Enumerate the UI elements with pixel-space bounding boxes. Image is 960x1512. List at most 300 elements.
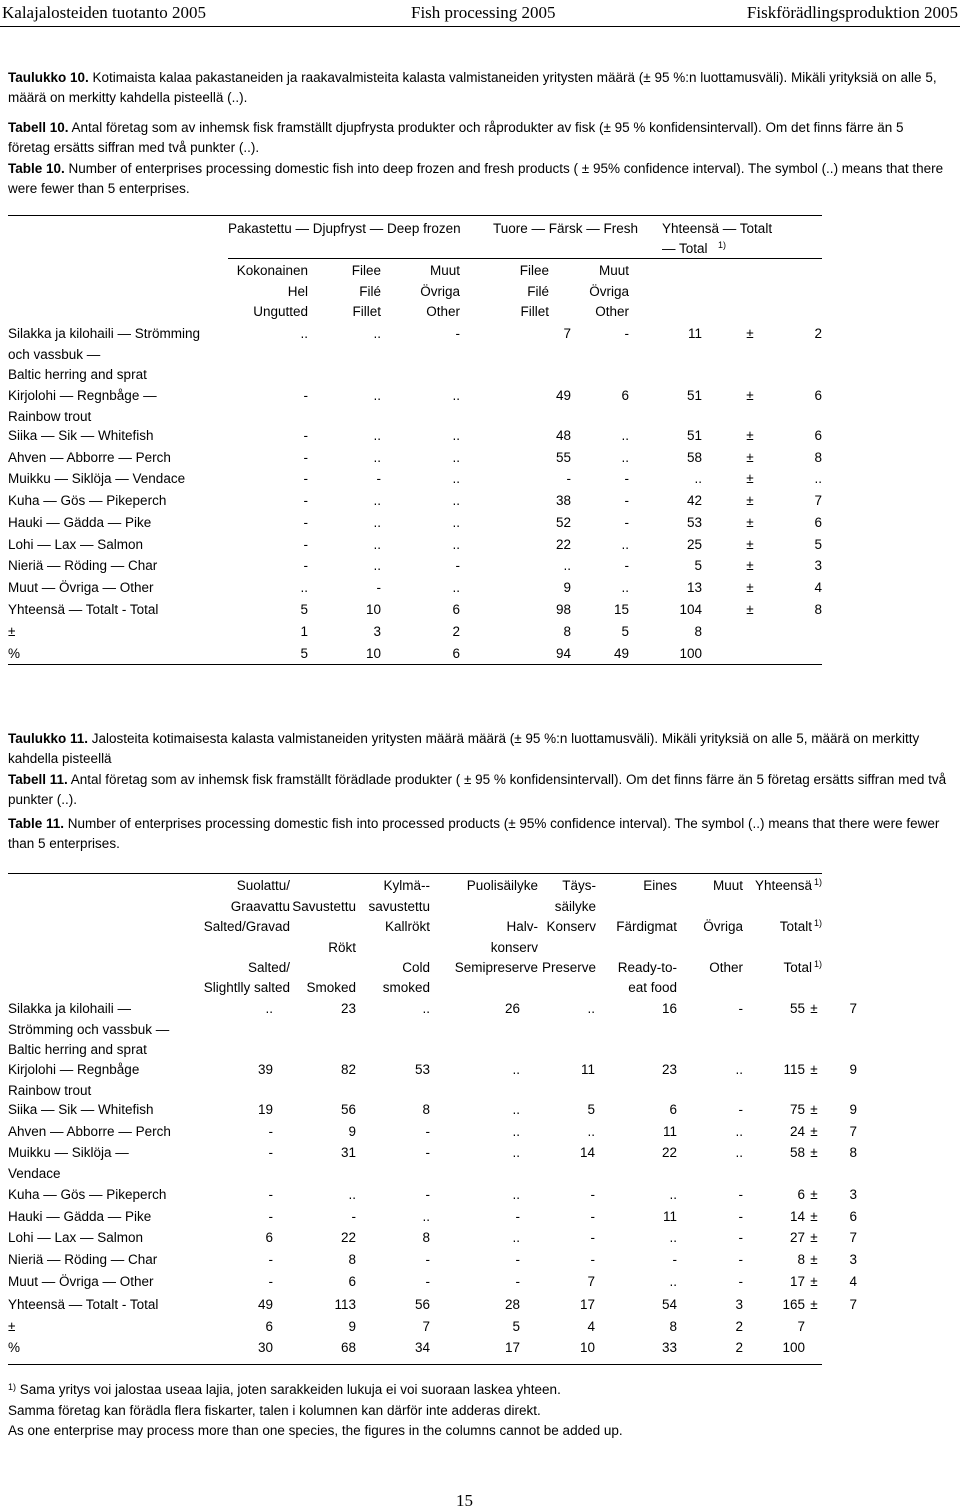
table-cell: - <box>515 1209 520 1224</box>
subheader-sub_other: Muut <box>429 263 460 278</box>
header-c1: Salted/Gravad <box>203 919 290 934</box>
table-cell: - <box>425 1252 430 1267</box>
table-cell: 13 <box>686 580 702 595</box>
table-cell: .. <box>373 537 381 552</box>
plus-minus-cell: ± <box>746 326 754 341</box>
row-label: Rainbow trout <box>8 408 92 424</box>
table-cell: - <box>624 515 629 530</box>
table-cell: 113 <box>334 1297 356 1312</box>
table-cell: 3 <box>849 1187 857 1202</box>
plus-minus-cell: ± <box>746 558 754 573</box>
row-label: Yhteensä — Totalt - Total <box>8 602 159 617</box>
plus-minus-cell: ± <box>810 1062 818 1077</box>
plus-minus-cell: ± <box>746 388 754 403</box>
table-cell: 22 <box>340 1230 356 1245</box>
table-cell: - <box>425 1124 430 1139</box>
plus-minus-cell: ± <box>810 1230 818 1245</box>
caption-11-sv: Tabell 11. Antal företag som av inhemsk fisk framställt förädlade produkter ( ± 95 % konfidensintervall). Om det finns färre än 5 företag ersätts siffran med två punkter (..). <box>8 772 947 807</box>
table-cell: .. <box>694 471 702 486</box>
table-cell: .. <box>621 537 629 552</box>
table-cell: 42 <box>686 493 702 508</box>
table-cell: 165 <box>782 1297 805 1312</box>
table-cell: 11 <box>662 1209 677 1224</box>
table-cell: .. <box>621 428 629 443</box>
header-c1: Salted/ <box>247 960 290 975</box>
table-cell: - <box>303 450 308 465</box>
table-cell: .. <box>373 388 381 403</box>
table-cell: 8 <box>694 624 702 639</box>
table-cell: .. <box>814 471 822 486</box>
table-cell: - <box>425 1274 430 1289</box>
table-cell: - <box>425 1145 430 1160</box>
header-c4: Semipreserve <box>454 960 538 975</box>
table-cell: 7 <box>797 1319 805 1334</box>
table-cell: 6 <box>452 602 460 617</box>
table-cell: - <box>351 1209 356 1224</box>
table-cell: - <box>455 558 460 573</box>
header-c4: Puolisäilyke <box>466 878 538 893</box>
table-cell: - <box>515 1252 520 1267</box>
table-cell: .. <box>422 1001 430 1016</box>
table-cell: 4 <box>814 580 822 595</box>
plus-minus-cell: ± <box>746 428 754 443</box>
header-center: Fish processing 2005 <box>411 3 556 22</box>
table-cell: 30 <box>257 1340 273 1355</box>
table-cell: - <box>268 1187 273 1202</box>
table-cell: 52 <box>555 515 571 530</box>
table-cell: 23 <box>340 1001 356 1016</box>
table-cell: 58 <box>789 1145 805 1160</box>
table-cell: 8 <box>422 1102 430 1117</box>
header-c3: Kylmä-- <box>383 878 430 893</box>
table-cell: 11 <box>687 326 702 341</box>
row-label: Siika — Sik — Whitefish <box>8 428 154 443</box>
header-c2: Savustettu <box>292 899 356 914</box>
table-cell: .. <box>512 1124 520 1139</box>
subheader-sub_other2: Other <box>595 304 629 319</box>
table-cell: 15 <box>613 602 629 617</box>
table-cell: - <box>738 1230 743 1245</box>
subheader-sub_other2: Övriga <box>589 283 629 299</box>
table-cell: - <box>590 1187 595 1202</box>
row-label: Muut — Övriga — Other <box>8 1274 154 1289</box>
table-cell: 5 <box>512 1319 520 1334</box>
table10-header-rule <box>228 258 822 259</box>
table-cell: 14 <box>789 1209 805 1224</box>
table-cell: 10 <box>365 602 381 617</box>
table-cell: 56 <box>414 1297 430 1312</box>
table-cell: .. <box>621 450 629 465</box>
table-cell: 7 <box>587 1274 595 1289</box>
table-cell: 7 <box>422 1319 430 1334</box>
table-cell: .. <box>512 1062 520 1077</box>
table-cell: 17 <box>579 1297 595 1312</box>
header-c8: Totalt <box>779 919 812 934</box>
header-c1: Graavattu <box>230 899 290 914</box>
table-cell: 28 <box>504 1297 520 1312</box>
row-label: Muikku — Siklöja — <box>8 1145 129 1160</box>
table-cell: 6 <box>814 515 822 530</box>
table-cell: .. <box>512 1187 520 1202</box>
table-cell: 19 <box>257 1102 273 1117</box>
table-cell: 104 <box>679 602 702 617</box>
caption-10-en: Table 10. Number of enterprises processing domestic fish into deep frozen and fresh products ( ± 95% confidence interval). The symbol (..) means that there were fewer than 5 enterprises. <box>8 161 944 196</box>
group-fresh-label: Tuore — Färsk — Fresh <box>493 221 639 236</box>
table-cell: 7 <box>849 1230 857 1245</box>
subheader-sub_whole: Ungutted <box>253 304 308 319</box>
table-cell: 98 <box>555 602 571 617</box>
row-label: Ahven — Abborre — Perch <box>8 1124 171 1139</box>
table-cell: - <box>738 1187 743 1202</box>
header-c6: Färdigmat <box>616 919 677 934</box>
table-cell: 16 <box>661 1001 677 1016</box>
table-cell: 8 <box>422 1230 430 1245</box>
table-cell: .. <box>265 1001 273 1016</box>
table-cell: - <box>455 326 460 341</box>
table-cell: .. <box>373 493 381 508</box>
subheader-sub_fillet2: Filé <box>527 283 549 299</box>
table-cell: - <box>268 1124 273 1139</box>
table-cell: 11 <box>580 1062 595 1077</box>
table-cell: 49 <box>613 646 629 661</box>
plus-minus-cell: ± <box>810 1102 818 1117</box>
header-c7: Muut <box>712 878 743 893</box>
plus-minus-cell: ± <box>746 537 754 552</box>
table-cell: 2 <box>735 1340 743 1355</box>
table-cell: 1 <box>300 624 308 639</box>
row-label: Muut — Övriga — Other <box>8 580 154 595</box>
row-label: Siika — Sik — Whitefish <box>8 1102 154 1117</box>
header-c3: Kallrökt <box>384 919 430 934</box>
footnote-marker: 1) <box>814 959 823 969</box>
table-cell: 14 <box>579 1145 595 1160</box>
table-cell: 9 <box>348 1124 356 1139</box>
table-cell: - <box>624 558 629 573</box>
footnote-sv: Samma företag kan förädla flera fiskarter, talen i kolumnen kan därför inte adderas direkt. <box>8 1403 541 1418</box>
table-cell: 8 <box>797 1252 805 1267</box>
table-cell: 68 <box>340 1340 356 1355</box>
caption-10-sv: Tabell 10. Antal företag som av inhemsk fisk framställt djupfrysta produkter och råprodukter av fisk (± 95 % konfidensintervall). Om det finns färre än 5 företag ersätts siffran med två punkter (..). <box>8 120 904 155</box>
table-cell: 6 <box>814 388 822 403</box>
caption-11-en: Table 11. Number of enterprises processing domestic fish into processed products (± 95% confidence interval). The symbol (..) means that there were fewer than 5 enterprises. <box>8 816 940 851</box>
subheader-sub_fillet2: Fillet <box>520 304 549 319</box>
table-cell: .. <box>373 450 381 465</box>
row-label: Nieriä — Röding — Char <box>8 1252 158 1267</box>
row-label: Strömming och vassbuk — <box>8 1021 170 1037</box>
table-cell: - <box>590 1209 595 1224</box>
table-cell: 38 <box>555 493 571 508</box>
header-c5: säilyke <box>554 899 596 914</box>
row-label: Ahven — Abborre — Perch <box>8 450 171 465</box>
table-cell: .. <box>512 1145 520 1160</box>
table10-top-rule <box>8 215 822 216</box>
table-cell: .. <box>422 1209 430 1224</box>
subheader-sub_fillet: Fillet <box>352 304 381 319</box>
row-label: Silakka ja kilohaili — Strömming <box>8 326 201 341</box>
table-cell: .. <box>512 1230 520 1245</box>
row-label: Kirjolohi — Regnbåge — <box>8 388 157 403</box>
header-c1: Suolattu/ <box>236 878 290 893</box>
table-cell: .. <box>452 428 460 443</box>
plus-minus-cell: ± <box>810 1274 818 1289</box>
footnote-marker: 1) <box>718 240 727 250</box>
row-label: Vendace <box>8 1165 61 1181</box>
table-cell: 33 <box>661 1340 677 1355</box>
table-cell: .. <box>669 1274 677 1289</box>
table10-bottom-rule <box>8 664 822 665</box>
plus-minus-cell: ± <box>810 1001 818 1016</box>
table-cell: - <box>303 537 308 552</box>
table-cell: 9 <box>849 1062 857 1077</box>
header-c3: Cold <box>402 960 430 975</box>
table11-top-rule <box>8 873 822 874</box>
subheader-sub_fillet: Filé <box>359 283 381 299</box>
table-cell: 51 <box>686 388 702 403</box>
table-cell: 11 <box>662 1124 677 1139</box>
row-label: Yhteensä — Totalt - Total <box>8 1297 159 1312</box>
table-cell: - <box>624 493 629 508</box>
table-cell: 48 <box>555 428 571 443</box>
table-cell: - <box>738 1252 743 1267</box>
subheader-sub_whole: Kokonainen <box>236 263 308 278</box>
table-cell: 4 <box>587 1319 595 1334</box>
header-c3: savustettu <box>368 899 430 914</box>
row-label: Nieriä — Röding — Char <box>8 558 158 573</box>
header-c7: Övriga <box>703 919 743 934</box>
table-cell: 54 <box>661 1297 677 1312</box>
table-cell: .. <box>300 580 308 595</box>
table-cell: - <box>268 1145 273 1160</box>
table-cell: - <box>268 1209 273 1224</box>
header-c2: Rökt <box>328 940 356 955</box>
table-cell: 10 <box>579 1340 595 1355</box>
table-cell: .. <box>300 326 308 341</box>
table-cell: .. <box>373 515 381 530</box>
table-cell: 6 <box>621 388 629 403</box>
header-rule <box>0 26 960 27</box>
plus-minus-cell: ± <box>810 1187 818 1202</box>
table-cell: 17 <box>789 1274 805 1289</box>
table-cell: - <box>303 493 308 508</box>
table-cell: .. <box>452 515 460 530</box>
table-cell: 7 <box>563 326 571 341</box>
table-cell: 55 <box>555 450 571 465</box>
header-c6: Ready-to- <box>617 960 677 975</box>
table-cell: 6 <box>452 646 460 661</box>
running-header <box>0 0 960 26</box>
row-label: Rainbow trout <box>8 1082 92 1098</box>
table-cell: .. <box>373 558 381 573</box>
table-cell: 75 <box>789 1102 805 1117</box>
table-cell: 23 <box>661 1062 677 1077</box>
table-cell: 34 <box>414 1340 430 1355</box>
table-cell: .. <box>735 1145 743 1160</box>
table-cell: - <box>738 1001 743 1016</box>
header-c5: Preserve <box>541 960 596 975</box>
subheader-sub_whole: Hel <box>287 283 308 299</box>
table-cell: 6 <box>669 1102 677 1117</box>
table-cell: 58 <box>686 450 702 465</box>
header-c6: eat food <box>628 980 677 995</box>
table-cell: - <box>303 515 308 530</box>
table-cell: 3 <box>849 1252 857 1267</box>
table-cell: 7 <box>814 493 822 508</box>
row-label: % <box>8 1340 21 1355</box>
group-frozen-label: Pakastettu — Djupfryst — Deep frozen <box>228 221 461 236</box>
table-cell: 24 <box>789 1124 805 1139</box>
table-cell: 94 <box>555 646 571 661</box>
table-cell: .. <box>452 471 460 486</box>
table-cell: - <box>376 580 381 595</box>
table-cell: 8 <box>849 1145 857 1160</box>
table-cell: 10 <box>365 646 381 661</box>
caption-10-fi: Taulukko 10. Kotimaista kalaa pakastaneiden ja raakavalmisteita kalasta valmistaneiden yritysten määrä (± 95 %:n luottamusväli). Mikäli yrityksiä on alle 5, määrä on merkitty kahdella pisteellä (..). <box>8 70 937 105</box>
caption-11-fi: Taulukko 11. Jalosteita kotimaisesta kalasta valmistaneiden yritysten määrä määrä (± 95 %:n luottamusväli). Mikäli yrityksiä on alle 5, määrä on merkitty kahdella pisteellä <box>8 731 920 766</box>
row-label: Lohi — Lax — Salmon <box>8 1230 144 1245</box>
row-label: % <box>8 646 21 661</box>
table-cell: .. <box>587 1124 595 1139</box>
header-right: Fiskförädlingsproduktion 2005 <box>746 3 958 22</box>
table-cell: 5 <box>814 537 822 552</box>
subheader-sub_other2: Muut <box>598 263 629 278</box>
table-cell: - <box>303 471 308 486</box>
table-cell: 100 <box>782 1340 805 1355</box>
plus-minus-cell: ± <box>746 450 754 465</box>
header-c5: Täys- <box>562 878 596 893</box>
table-cell: 22 <box>555 537 571 552</box>
subheader-sub_fillet2: Filee <box>519 263 549 278</box>
table-cell: 6 <box>265 1230 273 1245</box>
row-label: Hauki — Gädda — Pike <box>8 515 152 530</box>
table-cell: 56 <box>340 1102 356 1117</box>
row-label: Kuha — Gös — Pikeperch <box>8 1187 167 1202</box>
table-cell: .. <box>621 580 629 595</box>
table-cell: 115 <box>783 1062 805 1077</box>
header-c1: Slightlly salted <box>203 980 290 995</box>
table-cell: .. <box>373 326 381 341</box>
group-total-label-2: — Total <box>662 241 708 256</box>
table-cell: 5 <box>300 602 308 617</box>
plus-minus-cell: ± <box>746 515 754 530</box>
table-cell: .. <box>452 537 460 552</box>
table-cell: - <box>515 1274 520 1289</box>
table-cell: .. <box>452 450 460 465</box>
subheader-sub_other: Övriga <box>420 283 460 299</box>
header-c8: Yhteensä <box>754 878 812 893</box>
table-cell: 3 <box>373 624 381 639</box>
row-label: Kirjolohi — Regnbåge <box>8 1062 140 1077</box>
table-cell: 5 <box>300 646 308 661</box>
table-cell: 2 <box>452 624 460 639</box>
table-cell: 5 <box>694 558 702 573</box>
table-cell: 7 <box>849 1001 857 1016</box>
row-label: Baltic herring and sprat <box>8 367 147 382</box>
table-cell: - <box>624 326 629 341</box>
row-label: Silakka ja kilohaili — <box>8 1001 132 1016</box>
table-cell: .. <box>373 428 381 443</box>
table-cell: 9 <box>563 580 571 595</box>
footnote-marker: 1) <box>814 877 823 887</box>
subheader-sub_other: Other <box>426 304 460 319</box>
table-cell: .. <box>587 1001 595 1016</box>
table-cell: 22 <box>661 1145 677 1160</box>
table-cell: - <box>376 471 381 486</box>
table-cell: 31 <box>340 1145 356 1160</box>
table-cell: 39 <box>257 1062 273 1077</box>
table-cell: - <box>303 558 308 573</box>
row-label: Hauki — Gädda — Pike <box>8 1209 152 1224</box>
table-cell: - <box>590 1252 595 1267</box>
row-label: Lohi — Lax — Salmon <box>8 537 144 552</box>
table-cell: 27 <box>789 1230 805 1245</box>
table-cell: 8 <box>348 1252 356 1267</box>
table-cell: 49 <box>555 388 571 403</box>
plus-minus-cell: ± <box>810 1209 818 1224</box>
group-total-label: Yhteensä — Totalt <box>662 221 773 236</box>
table-cell: 7 <box>849 1297 857 1312</box>
table-cell: .. <box>452 388 460 403</box>
table-cell: .. <box>452 493 460 508</box>
table-cell: .. <box>452 580 460 595</box>
table-cell: 6 <box>849 1209 857 1224</box>
table-cell: .. <box>669 1230 677 1245</box>
table-cell: 6 <box>797 1187 805 1202</box>
table-cell: 8 <box>814 450 822 465</box>
table-cell: 51 <box>686 428 702 443</box>
table-cell: 26 <box>504 1001 520 1016</box>
header-c7: Other <box>709 960 743 975</box>
row-label: ± <box>8 1319 16 1334</box>
header-c5: Konserv <box>546 919 596 934</box>
table-cell: 6 <box>265 1319 273 1334</box>
row-label: Kuha — Gös — Pikeperch <box>8 493 167 508</box>
table-cell: 5 <box>587 1102 595 1117</box>
table-cell: 53 <box>686 515 702 530</box>
table-cell: 8 <box>563 624 571 639</box>
table-cell: - <box>566 471 571 486</box>
footnote-en: As one enterprise may process more than one species, the figures in the columns cannot be added up. <box>8 1423 623 1438</box>
table-cell: 8 <box>669 1319 677 1334</box>
header-left: Kalajalosteiden tuotanto 2005 <box>2 3 206 22</box>
table-cell: 8 <box>814 602 822 617</box>
table-cell: - <box>268 1274 273 1289</box>
header-c8: Total <box>783 960 812 975</box>
table-cell: 2 <box>814 326 822 341</box>
table-cell: - <box>590 1230 595 1245</box>
table-cell: 100 <box>679 646 702 661</box>
table-cell: 9 <box>348 1319 356 1334</box>
header-c6: Eines <box>643 878 677 893</box>
table-cell: 9 <box>849 1102 857 1117</box>
table-cell: - <box>303 428 308 443</box>
footnote-fi: $^{1)}$ Sama yritys voi jalostaa useaa lajia, joten sarakkeiden lukuja ei voi suoraan laskea yhteen. <box>8 1382 561 1397</box>
table-cell: .. <box>735 1124 743 1139</box>
plus-minus-cell: ± <box>746 580 754 595</box>
table-cell: 53 <box>414 1062 430 1077</box>
header-c3: smoked <box>382 980 430 995</box>
row-label: Muikku — Siklöja — Vendace <box>8 471 186 486</box>
table-cell: .. <box>669 1187 677 1202</box>
table-cell: - <box>268 1252 273 1267</box>
table-cell: - <box>738 1209 743 1224</box>
table-cell: - <box>425 1187 430 1202</box>
row-label: och vassbuk — <box>8 346 101 362</box>
footnote-marker: 1) <box>814 918 823 928</box>
header-c4: Halv- <box>506 919 538 934</box>
table-cell: 4 <box>849 1274 857 1289</box>
table-cell: - <box>738 1274 743 1289</box>
plus-minus-cell: ± <box>810 1124 818 1139</box>
